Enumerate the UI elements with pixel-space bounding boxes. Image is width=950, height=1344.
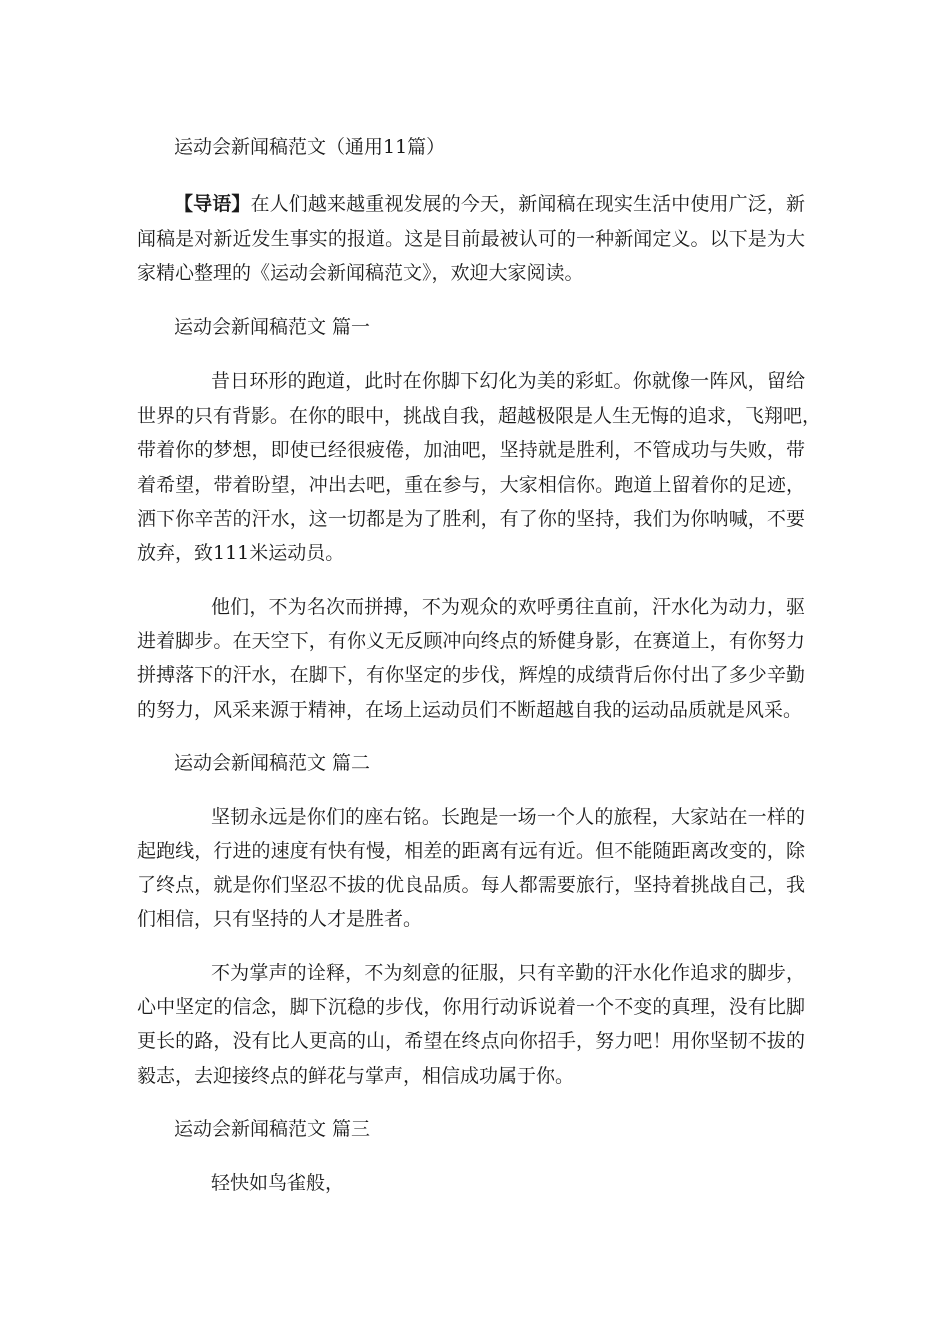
paragraph-line: 拼搏落下的汗水，在脚下，有你坚定的步伐，辉煌的成绩背后你付出了多少辛勤 — [137, 664, 805, 686]
paragraph-line: 洒下你辛苦的汗水，这一切都是为了胜利，有了你的坚持，我们为你呐喊，不要 — [137, 508, 805, 530]
paragraph-line: 心中坚定的信念，脚下沉稳的步伐，你用行动诉说着一个不变的真理，没有比脚 — [137, 996, 805, 1018]
document-title: 运动会新闻稿范文（通用11篇） — [174, 136, 446, 158]
paragraph-line: 进着脚步。在天空下，有你义无反顾冲向终点的矫健身影，在赛道上，有你努力 — [137, 630, 805, 652]
paragraph-line: 更长的路，没有比人更高的山，希望在终点向你招手，努力吧！用你坚韧不拔的 — [137, 1030, 805, 1052]
intro-tag: 【导语】 — [174, 193, 251, 215]
intro-line — [174, 191, 805, 217]
paragraph-line: 着希望，带着盼望，冲出去吧，重在参与，大家相信你。跑道上留着你的足迹， — [137, 474, 805, 496]
paragraph-line: 坚韧永远是你们的座右铭。长跑是一场一个人的旅程，大家站在一样的 — [211, 806, 805, 828]
paragraph-line: 的努力，风采来源于精神，在场上运动员们不断超越自我的运动品质就是风采。 — [137, 699, 803, 721]
section-heading: 运动会新闻稿范文 篇三 — [174, 1118, 371, 1140]
paragraph-line: 带着你的梦想，即使已经很疲倦，加油吧，坚持就是胜利，不管成功与失败，带 — [137, 439, 805, 461]
paragraph-line: 他们，不为名次而拼搏，不为观众的欢呼勇往直前，汗水化为动力，驱 — [211, 596, 805, 618]
paragraph-line: 轻快如鸟雀般， — [211, 1172, 345, 1194]
section-heading: 运动会新闻稿范文 篇一 — [174, 316, 371, 338]
paragraph-line: 们相信，只有坚持的人才是胜者。 — [137, 908, 423, 930]
paragraph-line: 放弃，致111米运动员。 — [137, 542, 345, 564]
paragraph-line: 世界的只有背影。在你的眼中，挑战自我，超越极限是人生无悔的追求，飞翔吧， — [137, 405, 822, 427]
paragraph-line: 昔日环形的跑道，此时在你脚下幻化为美的彩虹。你就像一阵风，留给 — [211, 370, 805, 392]
paragraph-line: 起跑线，行进的速度有快有慢，相差的距离有远有近。但不能随距离改变的，除 — [137, 840, 805, 862]
intro-line-text: 在人们越来越重视发展的今天，新闻稿在现实生活中使用广泛，新 — [250, 193, 805, 215]
paragraph-line: 不为掌声的诠释，不为刻意的征服，只有辛勤的汗水化作追求的脚步， — [211, 962, 805, 984]
intro-line: 家精心整理的《运动会新闻稿范文》，欢迎大家阅读。 — [137, 262, 584, 284]
paragraph-line: 毅志，去迎接终点的鲜花与掌声，相信成功属于你。 — [137, 1065, 575, 1087]
section-heading: 运动会新闻稿范文 篇二 — [174, 752, 371, 774]
paragraph-line: 了终点，就是你们坚忍不拔的优良品质。每人都需要旅行，坚持着挑战自己，我 — [137, 874, 805, 896]
intro-line: 闻稿是对新近发生事实的报道。这是目前最被认可的一种新闻定义。以下是为大 — [137, 228, 805, 250]
